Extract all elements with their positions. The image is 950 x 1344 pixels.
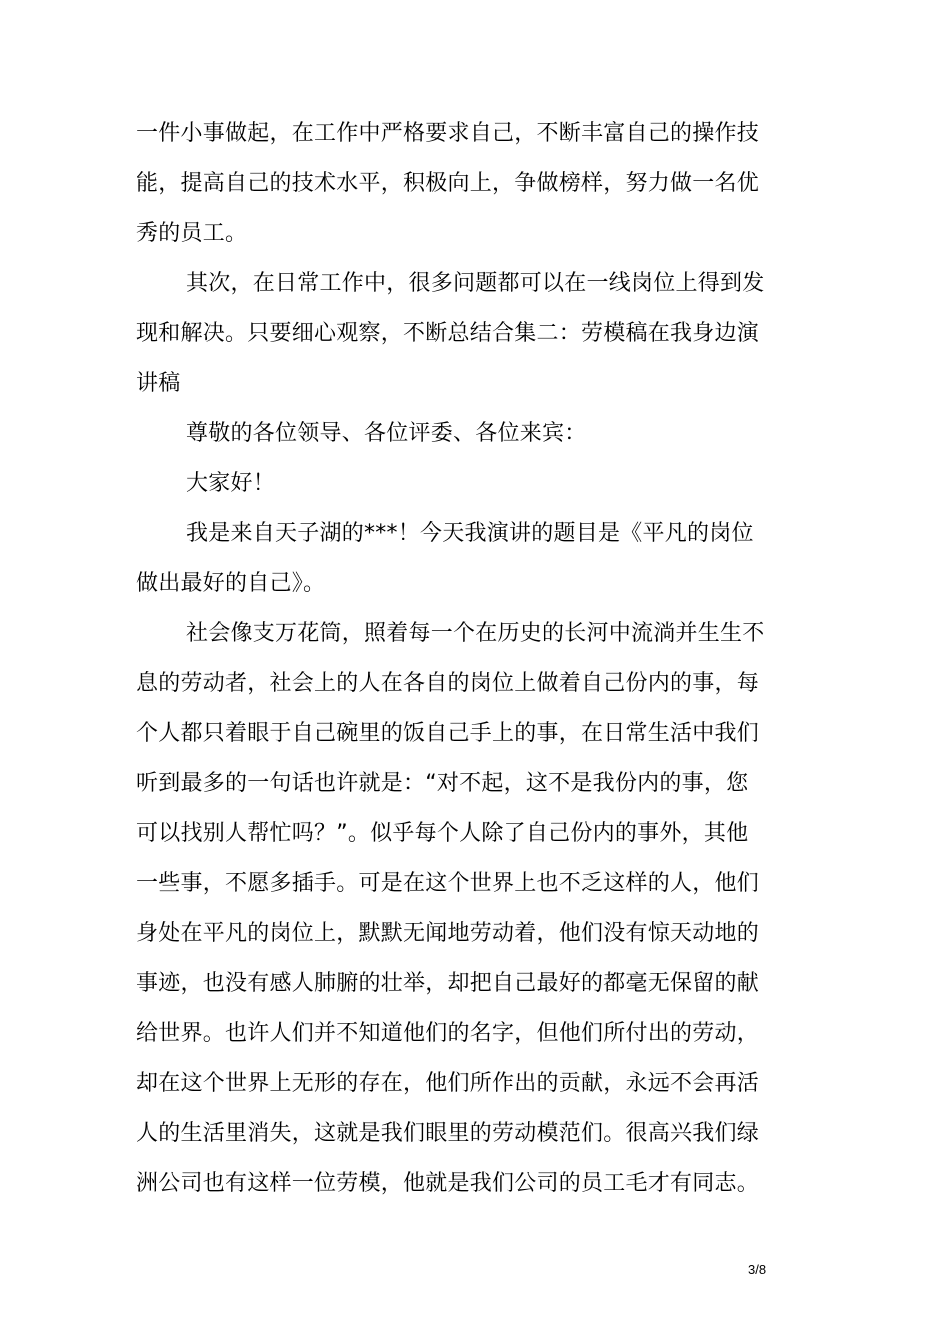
text-line-15: 可以找别人帮忙吗？”。似乎每个人除了自己份内的事外，其他 [136,821,749,846]
text-line-6: 讲稿 [136,371,181,396]
text-line-20: 却在这个世界上无形的存在，他们所作出的贡献，永远不会再活 [136,1071,760,1096]
text-line-19: 给世界。也许人们并不知道他们的名字，但他们所付出的劳动， [136,1021,760,1046]
text-line-10: 做出最好的自己》。 [136,571,326,596]
greeting-line: 大家好！ [186,471,276,496]
text-line-12: 息的劳动者，社会上的人在各自的岗位上做着自己份内的事，每 [136,671,760,696]
salutation-line: 尊敬的各位领导、各位评委、各位来宾： [186,421,587,446]
text-line-13: 个人都只着眼于自己碗里的饭自己手上的事，在日常生活中我们 [136,721,760,746]
text-line-18: 事迹，也没有感人肺腑的壮举，却把自己最好的都毫无保留的献 [136,971,760,996]
text-line-21: 人的生活里消失，这就是我们眼里的劳动模范们。很高兴我们绿 [136,1121,760,1146]
text-line-4: 其次，在日常工作中，很多问题都可以在一线岗位上得到发 [186,271,765,296]
text-line-17: 身处在平凡的岗位上，默默无闻地劳动着，他们没有惊天动地的 [136,921,760,946]
text-line-1: 一件小事做起，在工作中严格要求自己，不断丰富自己的操作技 [136,121,760,146]
text-line-16: 一些事，不愿多插手。可是在这个世界上也不乏这样的人，他们 [136,871,760,896]
text-line-22: 洲公司也有这样一位劳模，他就是我们公司的员工毛才有同志。 [136,1171,760,1196]
text-line-5: 现和解决。只要细心观察，不断总结合集二：劳模稿在我身边演 [136,321,760,346]
text-line-3: 秀的员工。 [136,221,248,246]
page-number: 3/8 [748,1262,767,1277]
text-line-9: 我是来自天子湖的***！今天我演讲的题目是《平凡的岗位 [186,521,754,546]
text-line-2: 能，提高自己的技术水平，积极向上，争做榜样，努力做一名优 [136,171,760,196]
text-line-14: 听到最多的一句话也许就是：“对不起，这不是我份内的事，您 [136,771,749,796]
text-line-11: 社会像支万花筒，照着每一个在历史的长河中流淌并生生不 [186,621,765,646]
